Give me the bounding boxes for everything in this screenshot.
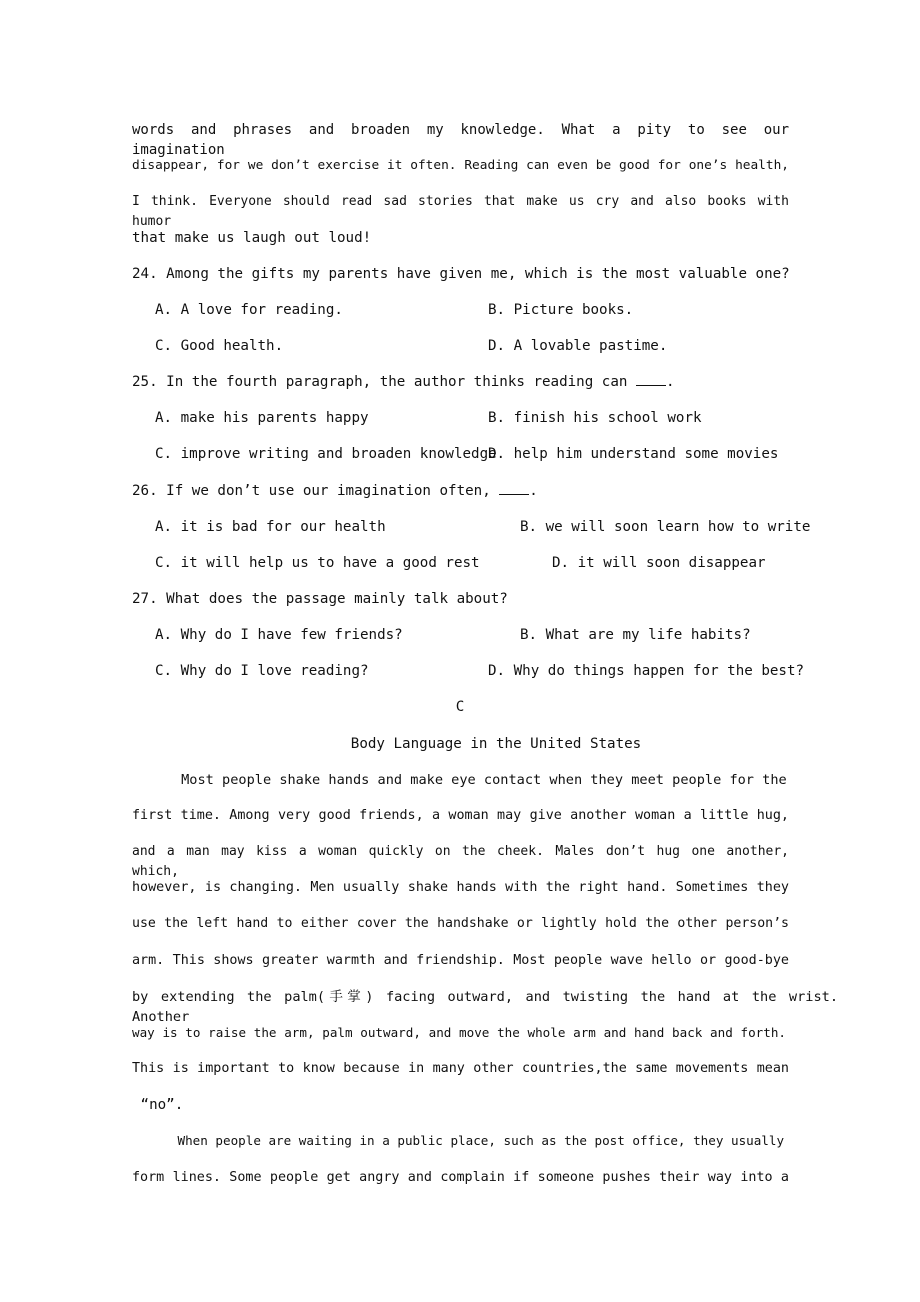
option-a: A. A love for reading. <box>155 302 343 318</box>
option-a: A. make his parents happy <box>155 410 369 426</box>
option-d: D. Why do things happen for the best? <box>488 663 805 679</box>
option-d: D. help him understand some movies <box>488 446 779 462</box>
question-stem: 27. What does the passage mainly talk about? <box>132 591 508 607</box>
option-b: B. finish his school work <box>488 410 702 426</box>
option-b: B. Picture books. <box>488 302 634 318</box>
passage-line: arm. This shows greater warmth and friendship. Most people wave hello or good-bye <box>132 953 789 968</box>
passage-line: way is to raise the arm, palm outward, and move the whole arm and hand back and forth. <box>132 1025 786 1040</box>
option-a: A. Why do I have few friends? <box>155 627 403 643</box>
passage-line: When people are waiting in a public place, such as the post office, they usually <box>132 1133 785 1148</box>
option-c: C. Why do I love reading? <box>155 663 369 679</box>
passage-line: and a man may kiss a woman quickly on the cheek. Males don’t hug one another, which, <box>132 844 789 879</box>
passage-title: Body Language in the United States <box>350 736 642 752</box>
answer-blank <box>636 373 666 386</box>
passage-line: I think. Everyone should read sad stories that make us cry and also books with humor <box>132 194 789 229</box>
passage-line: This is important to know because in many other countries,the same movements mean <box>132 1061 789 1076</box>
answer-blank <box>499 482 529 495</box>
passage-line: that make us laugh out loud! <box>132 230 372 246</box>
passage-line: by extending the palm(手掌) facing outward, and twisting the hand at the wrist. Another <box>132 989 838 1025</box>
option-c: C. improve writing and broaden knowledge <box>155 446 497 462</box>
passage-line: disappear, for we don’t exercise it often. Reading can even be good for one’s health, <box>132 158 789 173</box>
passage-line: words and phrases and broaden my knowledge. What a pity to see our imagination <box>132 122 789 158</box>
question-stem: 26. If we don’t use our imagination often, . <box>132 483 538 499</box>
option-d: D. A lovable pastime. <box>488 338 668 354</box>
passage-line: however, is changing. Men usually shake hands with the right hand. Sometimes they <box>132 880 789 895</box>
question-stem: 24. Among the gifts my parents have given me, which is the most valuable one? <box>132 266 790 282</box>
passage-line: “no”. <box>132 1097 184 1113</box>
option-d: D. it will soon disappear <box>552 555 766 571</box>
option-a: A. it is bad for our health <box>155 519 386 535</box>
option-c: C. Good health. <box>155 338 284 354</box>
question-stem: 25. In the fourth paragraph, the author thinks reading can . <box>132 374 675 390</box>
option-c: C. it will help us to have a good rest <box>155 555 480 571</box>
passage-line: Most people shake hands and make eye contact when they meet people for the <box>132 772 787 788</box>
passage-line: first time. Among very good friends, a woman may give another woman a little hug, <box>132 808 789 823</box>
passage-line: use the left hand to either cover the handshake or lightly hold the other person’s <box>132 916 789 931</box>
section-letter: C <box>455 699 465 715</box>
option-b: B. we will soon learn how to write <box>520 519 811 535</box>
passage-line: form lines. Some people get angry and complain if someone pushes their way into a <box>132 1170 789 1185</box>
option-b: B. What are my life habits? <box>520 627 751 643</box>
